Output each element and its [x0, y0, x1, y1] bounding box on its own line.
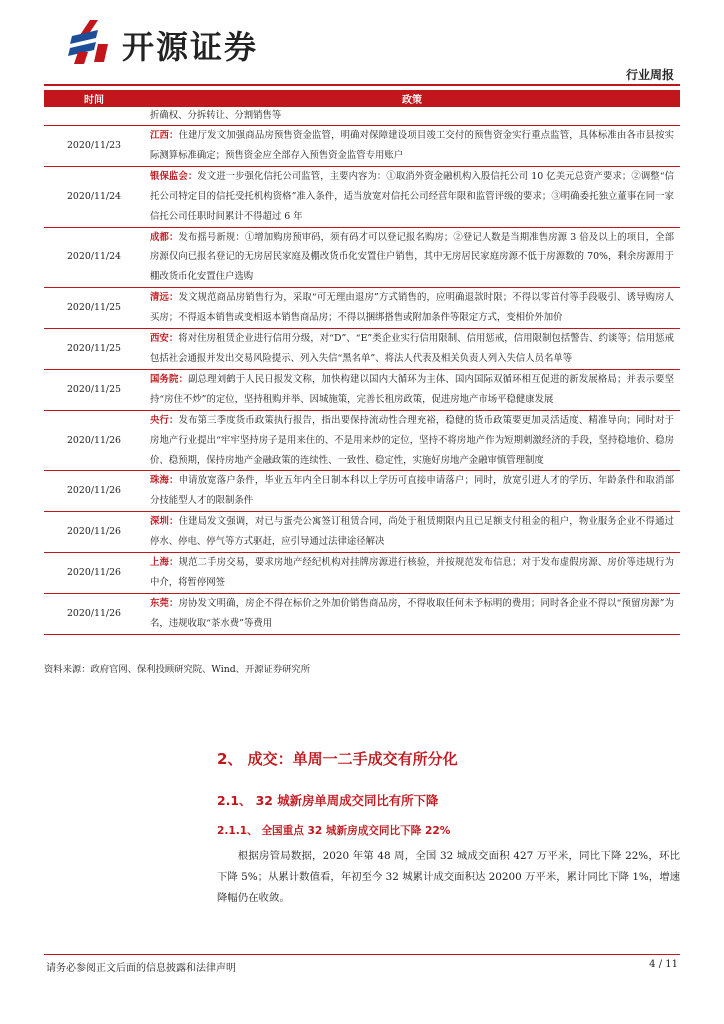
row-policy-text: 住建厅发文加强商品房预售资金监管，明确对保障建设项目竣工交付的预售资金实行重点监管，具体标准由各市县按实际测算标准确定；预售资金应全部存入预售资金监管专用账户	[150, 130, 674, 161]
row-policy-text: 副总理刘鹤于人民日报发文称，加快构建以国内大循环为主体、国内国际双循环相互促进的新发展格局；并表示要坚持“房住不炒”的定位，坚持租购并举、因城施策，完善长租房政策，促进房地产市场平稳健康发展	[150, 373, 674, 405]
row-policy-text: 申请放宽落户条件，毕业五年内全日制本科以上学历可直接申请落户；同时，放宽引进人才的学历、年龄条件和取消部分技能型人才的限制条件	[150, 475, 674, 507]
row-issuer: 江西：	[150, 130, 179, 141]
row-issuer: 西安：	[150, 333, 179, 345]
row-issuer: 银保监会：	[150, 170, 198, 182]
row-date: 2020/11/26	[44, 512, 144, 553]
row-policy-text: 发布第三季度货币政策执行报告，指出要保持流动性合理充裕，稳健的货币政策要更加灵活适度、精准导向；同时对于房地产行业提出“牢牢坚持房子是用来住的、不是用来炒的定位，坚持不将房地产作为短期刺激经济的手段，坚持稳地价、稳房价、稳预期，保持房地产金融政策的连续性、一致性、稳定性，实施好房地产金融审慎管理制度	[150, 414, 674, 466]
row-policy	[144, 410, 680, 471]
row-date: 2020/11/25	[44, 369, 144, 410]
kaiyuan-logo-icon	[68, 18, 110, 66]
row-policy-text: 房协发文明确，房企不得在标价之外加价销售商品房，不得收取任何未予标明的费用；同时各企业不得以“预留房源”为名，违规收取“茶水费”等费用	[150, 597, 674, 629]
row-date: 2020/11/26	[44, 471, 144, 512]
row-policy	[144, 126, 680, 167]
table-header-row	[44, 90, 680, 107]
table-row	[44, 107, 680, 126]
report-type: 行业周报	[625, 68, 674, 82]
row-date: 2020/11/26	[44, 410, 144, 471]
row-policy	[144, 553, 680, 594]
row-issuer: 深圳：	[150, 516, 179, 528]
sub-subsection-heading: 2.1.1、 全国重点 32 城新房成交同比下降 22%	[217, 825, 451, 837]
row-policy	[144, 471, 680, 512]
row-policy	[144, 512, 680, 553]
footer-divider	[44, 954, 680, 955]
row-issuer: 东莞：	[150, 597, 179, 609]
row-policy-text: 发文规范商品房销售行为，采取“可无理由退房”方式销售的，应明确退款时限；不得以零首付等手段吸引、诱导购房人买房；不得返本销售或变相返本销售商品房；不得以捆绑搭售或附加条件等限定方式，变相价外加价	[150, 292, 674, 324]
row-date	[44, 107, 144, 126]
body-paragraph: 根据房管局数据，2020 年第 48 周，全国 32 城成交面积 427 万平米，同比下降 22%，环比下降 5%；从累计数值看，年初至今 32 城累计成交面积达 20200 万平米，累计同比下降 1%，增速降幅仍在收敛。	[217, 850, 680, 904]
row-policy	[144, 166, 680, 227]
table-row	[44, 553, 680, 594]
column-header-policy: 政策	[144, 90, 680, 107]
row-issuer: 上海：	[150, 557, 179, 569]
table-row	[44, 369, 680, 410]
column-header-date: 时间	[44, 90, 144, 107]
row-policy-text: 发布摇号新规：①增加购房预审码，须有码才可以登记报名购房；②登记人数是当期准售房源 3 倍及以上的项目，全部房源仅向已报名登记的无房居民家庭及棚改货币化安置住户销售，其中无房居民家庭房源不低于房源数的 70%，剩余房源用于棚改货币化安置住户选购	[150, 231, 674, 283]
row-policy	[144, 369, 680, 410]
page-number: 4 / 11	[649, 959, 678, 970]
table-row	[44, 471, 680, 512]
row-policy-text: 发文进一步强化信托公司监管，主要内容为：①取消外资金融机构入股信托公司 10 亿美元总资产要求；②调整“信托公司特定目的信托受托机构资格”准入条件，适当放宽对信托公司经营年限和监管评级的要求；③明确委托独立董事在同一家信托公司任职时间累计不得超过 6 年	[150, 170, 674, 222]
row-policy	[144, 227, 680, 288]
subsection-heading: 2.1、 32 城新房单周成交同比有所下降	[217, 793, 439, 808]
table-row	[44, 512, 680, 553]
row-date: 2020/11/24	[44, 227, 144, 288]
page-header	[0, 0, 724, 80]
row-policy	[144, 329, 680, 370]
row-policy-text: 将对住房租赁企业进行信用分级，对“D”、“E”类企业实行信用限制、信用惩戒，信用限制包括警告、约谈等；信用惩戒包括社会通报并发出交易风险提示、列入失信“黑名单”、将法人代表及相关负责人列入失信人员名单等	[150, 333, 674, 364]
row-date: 2020/11/23	[44, 126, 144, 167]
row-policy-text: 折确权、分拆转让、分割销售等	[150, 110, 282, 121]
footer-disclaimer: 请务必参阅正文后面的信息披露和法律声明	[46, 963, 236, 974]
table-row	[44, 126, 680, 167]
row-date: 2020/11/26	[44, 553, 144, 594]
table-row	[44, 593, 680, 634]
section-heading: 2、 成交：单周一二手成交有所分化	[217, 750, 458, 768]
table-row	[44, 410, 680, 471]
row-issuer: 清远：	[150, 292, 179, 304]
row-policy-text: 住建局发文强调，对已与蛋壳公寓签订租赁合同，尚处于租赁期限内且已足额支付租金的租户，物业服务企业不得通过停水、停电、停气等方式驱赶，应引导通过法律途径解决	[150, 516, 674, 548]
table-row	[44, 288, 680, 329]
row-policy	[144, 288, 680, 329]
table-row	[44, 329, 680, 370]
row-date: 2020/11/26	[44, 593, 144, 634]
table-source-note: 资料来源：政府官网、保利投顾研究院、Wind、开源证券研究所	[44, 664, 311, 675]
row-date: 2020/11/25	[44, 329, 144, 370]
row-issuer: 国务院：	[150, 373, 189, 385]
brand-name: 开源证券	[122, 28, 259, 66]
row-issuer: 珠海：	[150, 475, 179, 487]
table-row	[44, 166, 680, 227]
row-policy	[144, 593, 680, 634]
row-policy-text: 规范二手房交易，要求房地产经纪机构对挂牌房源进行核验，并按规范发布信息；对于发布虚假房源、房价等违规行为中介，将暂停网签	[150, 557, 674, 588]
table-row	[44, 227, 680, 288]
row-issuer: 央行：	[150, 414, 179, 426]
policy-table	[44, 90, 680, 635]
header-divider	[44, 84, 680, 86]
row-date: 2020/11/24	[44, 166, 144, 227]
row-policy	[144, 107, 680, 126]
row-date: 2020/11/25	[44, 288, 144, 329]
row-issuer: 成都：	[150, 231, 179, 243]
